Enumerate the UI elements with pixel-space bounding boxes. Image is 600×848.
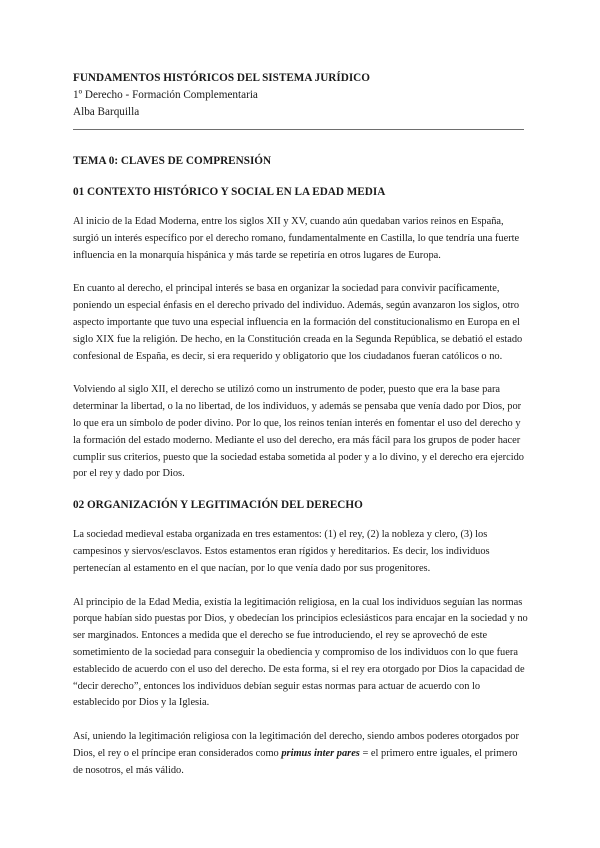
paragraph: Al principio de la Edad Media, existía la legitimación religiosa, en la cual los individuos seguían las normas porque habían sido puestas por Dios, y obedecían los principios eclesiásticos para encajar en la sociedad y no ser marginados. Entonces a medida que el derecho se fue introduciendo, el rey se aprovechó de este sometimiento de la sociedad para conseguir la obediencia y compromiso de los individuos con lo que fuera establecido de acuerdo con el uso del derecho. De esta forma, si el rey era otorgado por Dios la capacidad de “decir derecho”, entonces los individuos debían seguir estas normas para actuar de acuerdo con lo establecido por Dios y la Iglesia. <box>73 596 528 709</box>
paragraph: Volviendo al siglo XII, el derecho se utilizó como un instrumento de poder, puesto que era la base para determinar la libertad, o la no libertad, de los individuos, y además se pensaba que venía dado por Dios, por lo que era un símbolo de poder divino. Por lo que, los reinos tenían interés en fomentar el uso del derecho y la formación del estado moderno. Mediante el uso del derecho, era más fácil para los grupos de poder hacer cumplir sus criterios, puesto que la sociedad estaba sometida al poder y a lo divino, y el derecho era ejercido por el rey y dado por Dios. <box>73 384 524 480</box>
section-heading-01: 01 CONTEXTO HISTÓRICO Y SOCIAL EN LA EDAD MEDIA <box>73 186 386 198</box>
paragraph: Al inicio de la Edad Moderna, entre los siglos XII y XV, cuando aún quedaban varios reinos en España, surgió un interés específico por el derecho romano, fundamentalmente en Castilla, lo que tendría una fuerte influencia en la monarquía hispánica y más tarde se repetiría en otros lugares de Europa. <box>73 216 520 261</box>
section-heading-02: 02 ORGANIZACIÓN Y LEGITIMACIÓN DEL DERECHO <box>73 499 363 512</box>
paragraph: En cuanto al derecho, el principal interés se basa en organizar la sociedad para convivir pacíficamente, poniendo un especial énfasis en el derecho privado del individuo. Además, según avanzaron los siglos, otro aspecto importante que tuvo una especial influencia en la formación del constitucionalismo en Europa en el siglo XIX fue la religión. De hecho, en la Constitución creada en la Segunda República, se debatió el estado confesional de España, es decir, si era requerido y obligatorio que los ciudadanos fueran católicos o no. <box>73 283 523 362</box>
author-line: Alba Barquilla <box>73 106 140 118</box>
text-segment: Así, uniendo la legitimación religiosa con la legitimación del derecho, siendo ambos poderes otorgados por Dios, el rey o el príncipe eran considerados como <box>73 731 519 759</box>
header-divider <box>73 129 524 130</box>
text-segment: = el primero entre iguales, el primero de nosotros, el más válido. <box>73 747 518 776</box>
document-title: FUNDAMENTOS HISTÓRICOS DEL SISTEMA JURÍDICO <box>73 72 370 84</box>
latin-phrase: primus inter pares <box>281 747 360 759</box>
course-line: 1º Derecho - Formación Complementaria <box>73 89 258 101</box>
paragraph: La sociedad medieval estaba organizada en tres estamentos: (1) el rey, (2) la nobleza y clero, (3) los campesinos y siervos/esclavos. Estos estamentos eran rígidos y hereditarios. Es decir, los individuos pertenecían al estamento en el que nacían, por lo que venía dado por sus progenitores. <box>73 529 490 574</box>
tema-heading: TEMA 0: CLAVES DE COMPRENSIÓN <box>73 155 272 167</box>
paragraph-last <box>73 729 529 779</box>
